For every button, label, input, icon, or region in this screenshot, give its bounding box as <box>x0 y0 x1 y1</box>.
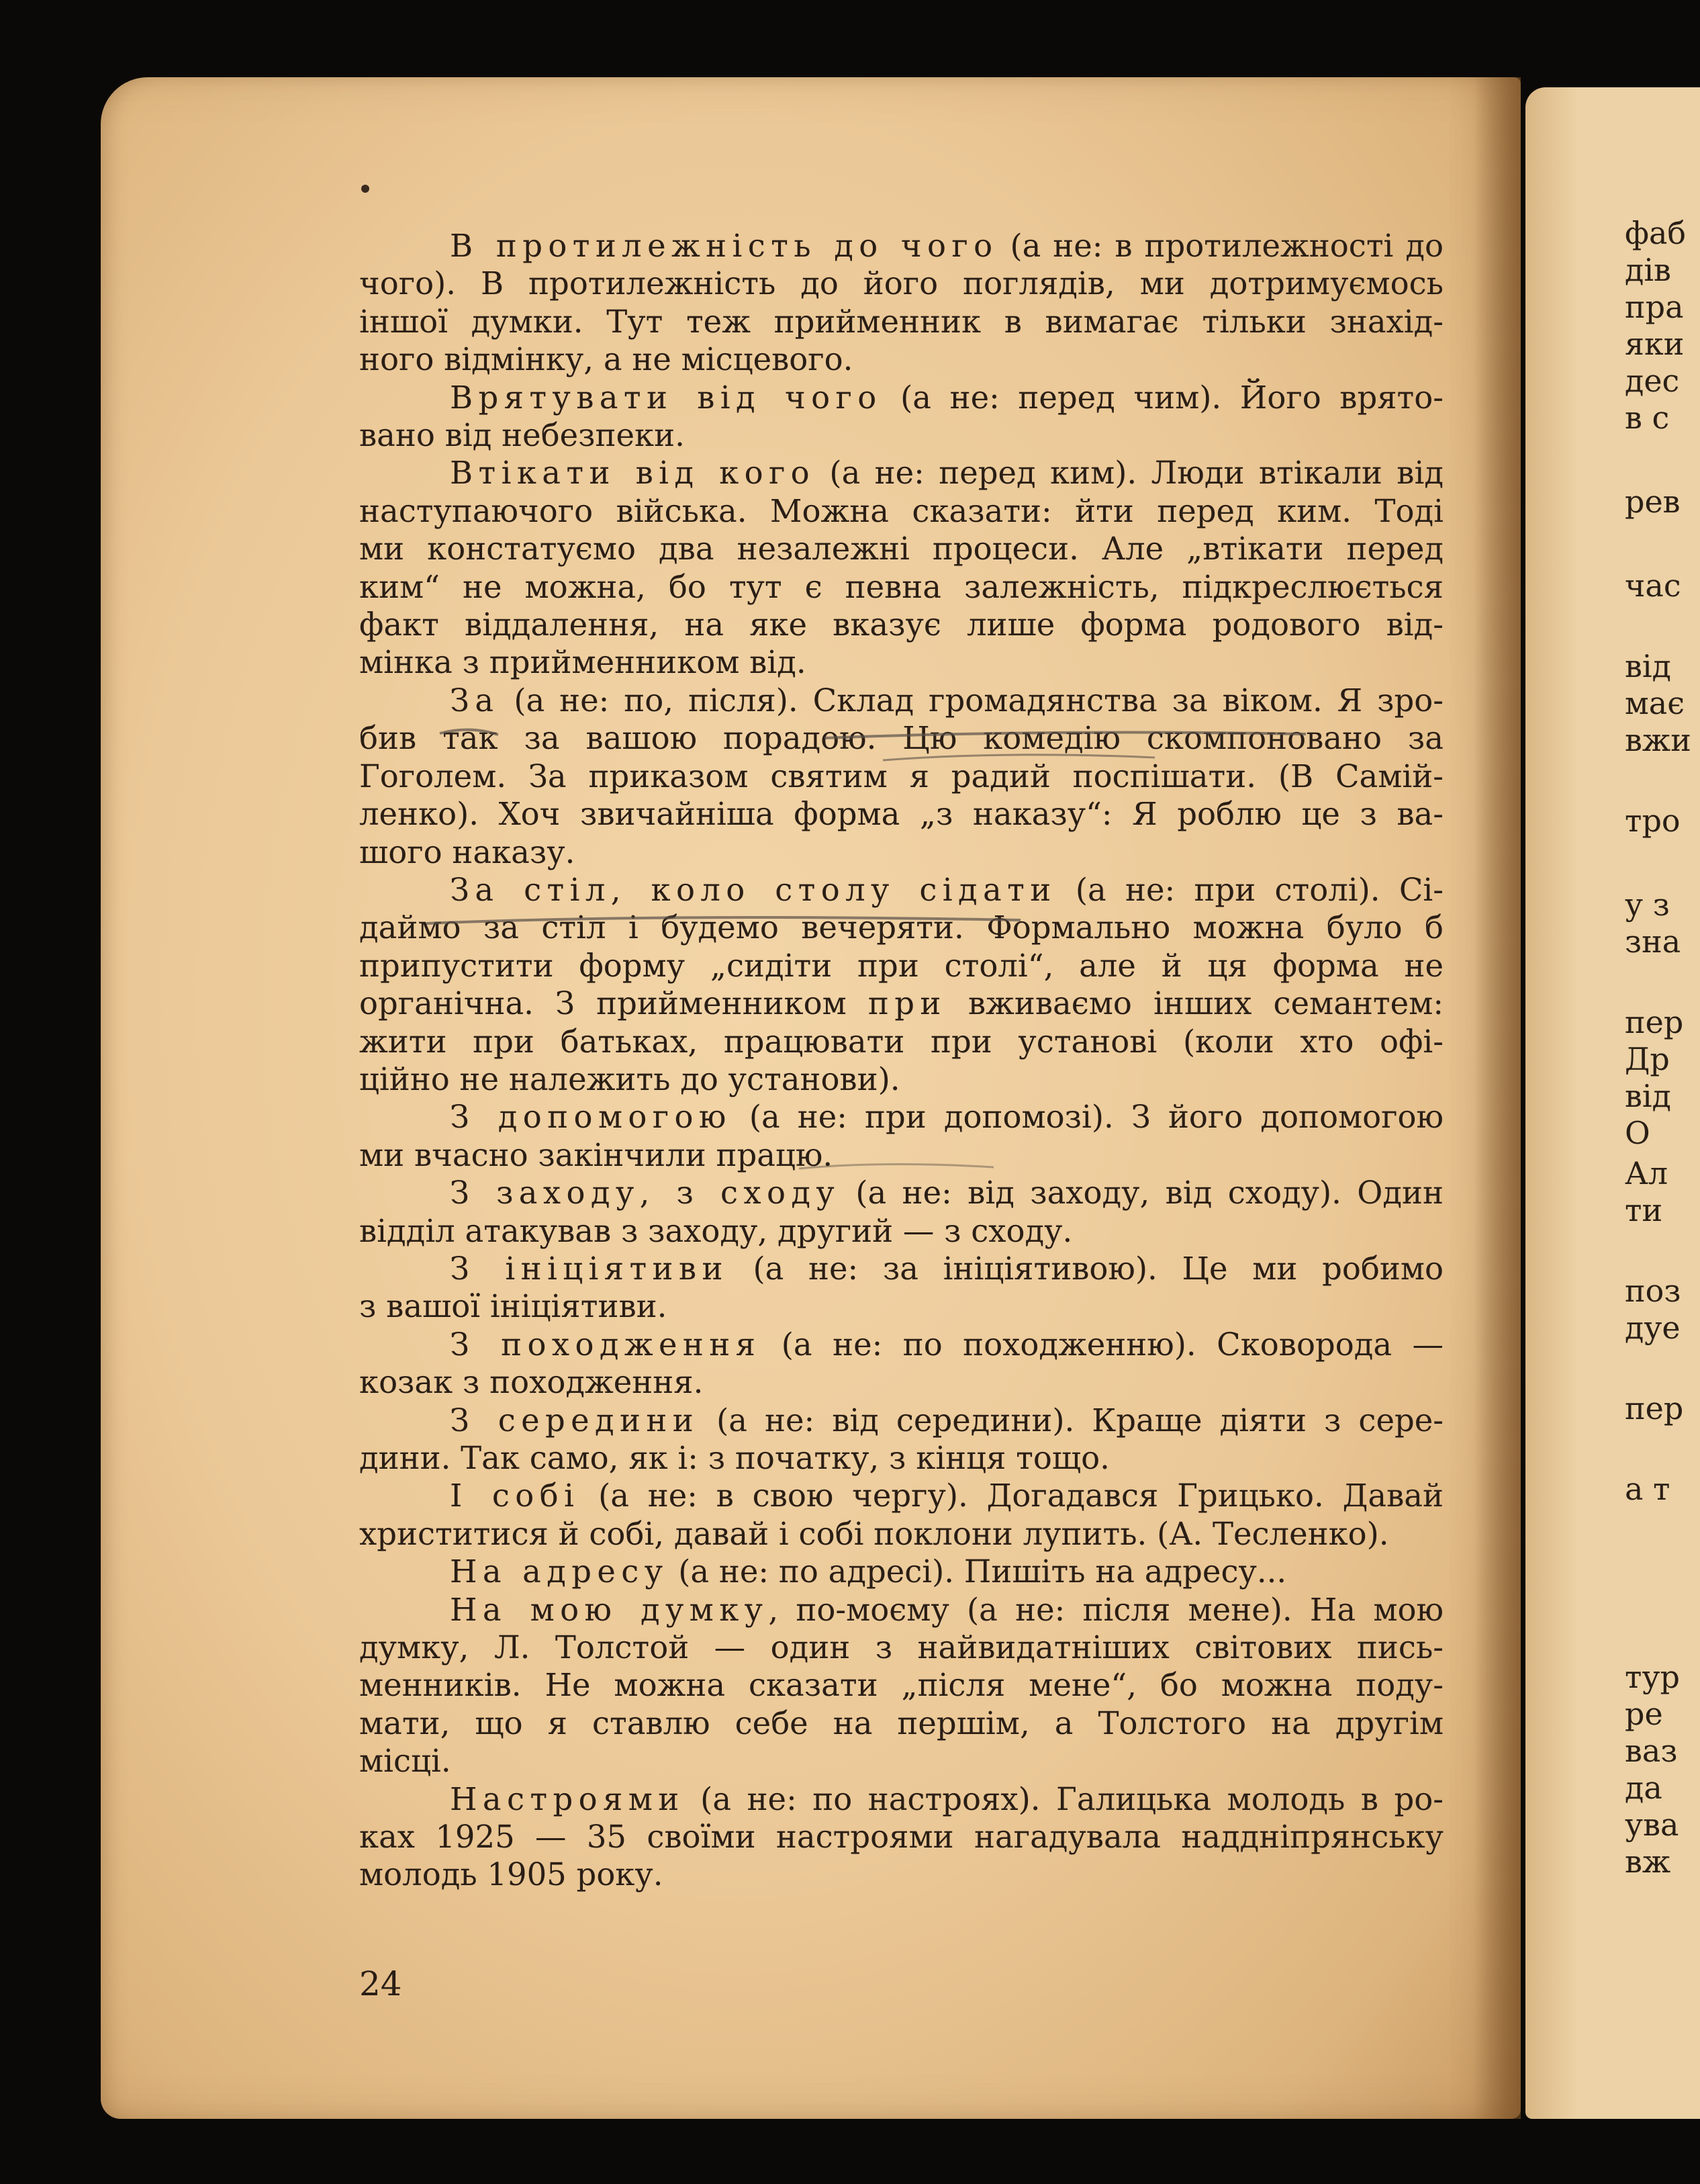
text-run: чого). В протилежність до його поглядів, ми дотримуємось <box>359 265 1444 302</box>
adjacent-page-text: дес <box>1625 363 1680 399</box>
text-run: (а не: по настроях). Галицька молодь в ро- <box>684 1780 1444 1817</box>
text-run: (а не: перед чим). Його врято- <box>882 379 1444 416</box>
text-run: мати, що я ставлю себе на першім, а Толстого на другім <box>359 1704 1444 1741</box>
adjacent-page-text: має <box>1625 685 1685 721</box>
text-run: ного відмінку, а не місцевого. <box>359 341 853 378</box>
adjacent-page-text: у з <box>1625 886 1670 923</box>
pencil-underline-sklad <box>824 733 1306 738</box>
adjacent-page-text: яки <box>1625 326 1685 362</box>
adjacent-page-text: дів <box>1625 252 1671 288</box>
adjacent-page-text: ти <box>1625 1192 1663 1228</box>
text-run: іншої думки. Тут теж прийменник в вимагає тільки знахід- <box>359 303 1444 340</box>
text-run: жити при батьках, працювати при установі (коли хто офі- <box>359 1023 1444 1060</box>
text-run: вано від небезпеки. <box>359 417 685 454</box>
adjacent-page-text: тро <box>1625 803 1681 839</box>
text-run: (а не: при допомозі). З його допомогою <box>731 1099 1444 1136</box>
text-run: дини. Так само, як і: з початку, з кінця тощо. <box>359 1440 1110 1476</box>
spaced-headword: І собі <box>450 1477 580 1514</box>
page-number: 24 <box>359 1964 402 2003</box>
adjacent-page-text: вж <box>1625 1844 1671 1880</box>
text-run: вживаємо інших семантем: <box>946 985 1444 1022</box>
text-run: даймо за стіл і будемо вечеряти. Формально можна було б <box>359 909 1444 946</box>
adjacent-page-text: дуе <box>1625 1310 1681 1346</box>
spaced-headword: За <box>450 682 500 719</box>
text-run: (а не: в свою чергу). Догадався Грицько. Давай <box>579 1477 1444 1514</box>
adjacent-page-text: Ал <box>1625 1155 1668 1191</box>
adjacent-page-text: а т <box>1625 1471 1670 1507</box>
text-run: місці. <box>359 1743 451 1780</box>
text-run: органічна. З прийменником <box>359 985 868 1022</box>
adjacent-page-text: Др <box>1625 1041 1670 1077</box>
text-run: ми вчасно закінчили працю. <box>359 1136 833 1173</box>
spaced-headword: За стіл, коло столу сідати <box>450 871 1057 908</box>
text-run: менників. Не можна сказати „після мене“, бо можна поду- <box>359 1667 1444 1704</box>
text-run: факт віддалення, на яке вказує лише форма родового від- <box>359 606 1444 643</box>
pencil-underline-za-stil <box>426 917 1021 923</box>
spaced-headword: На адресу <box>450 1553 669 1590</box>
pencil-underline-za <box>440 729 498 735</box>
text-run: бив так за вашою порадою. Цю комедію скомпоновано за <box>359 720 1444 757</box>
spaced-headword: З походження <box>450 1326 761 1363</box>
text-run: наступаючого війська. Можна сказати: йти перед ким. Тоді <box>359 492 1444 529</box>
text-run: (а не: від заходу, від сходу). Один <box>840 1175 1444 1212</box>
adjacent-page-text: час <box>1625 567 1681 604</box>
text-run: (а не: при столі). Сі- <box>1056 871 1444 908</box>
spaced-headword: Втікати від кого <box>450 455 816 492</box>
spaced-headword: З ініціятиви <box>450 1250 728 1287</box>
text-run: (а не: по адресі). Пишіть на адресу... <box>668 1553 1287 1590</box>
pencil-underline-dopomogoyu <box>799 1164 994 1169</box>
text-run: з вашої ініціятиви. <box>359 1288 667 1325</box>
adjacent-page-text: да <box>1625 1770 1662 1806</box>
text-run: (а не: по походженню). Сковорода — <box>761 1326 1444 1363</box>
spaced-headword: Настроями <box>450 1780 685 1817</box>
adjacent-page-text: поз <box>1625 1273 1681 1309</box>
text-run: (а не: в протилежності до <box>998 228 1444 264</box>
text-run: відділ атакував з заходу, другий — з сходу. <box>359 1212 1073 1249</box>
adjacent-page-text: зна <box>1625 923 1681 960</box>
spaced-headword: На мою думку <box>450 1591 769 1628</box>
adjacent-page-text: ре <box>1625 1696 1663 1732</box>
text-run: (а не: перед ким). Люди втікали від <box>815 455 1444 492</box>
spaced-headword: З допомогою <box>450 1099 732 1136</box>
text-run: ленко). Хоч звичайніша форма „з наказу“: Я роблю це з ва- <box>359 796 1444 833</box>
adjacent-page-text: рев <box>1625 484 1681 520</box>
text-run: (а не: від середини). Краще діяти з сере- <box>699 1402 1444 1439</box>
text-run: ках 1925 — 35 своїми настроями нагадувала наддніпрянську <box>359 1819 1444 1856</box>
adjacent-page-text: О <box>1625 1115 1650 1151</box>
adjacent-page-text: фаб <box>1625 215 1687 251</box>
adjacent-page-text: від <box>1625 1078 1671 1114</box>
adjacent-page-text: від <box>1625 648 1671 684</box>
adjacent-page-text: тур <box>1625 1659 1680 1695</box>
adjacent-page-text: ува <box>1625 1807 1679 1843</box>
text-run: (а не: по, після). Склад громадянства за віком. Я зро- <box>499 682 1444 719</box>
text-run: думку, Л. Толстой — один з найвидатніших світових пись- <box>359 1629 1444 1666</box>
spaced-headword: З середини <box>450 1402 700 1439</box>
spaced-headword: В протилежність до чого <box>450 228 998 264</box>
adjacent-page-text: пер <box>1625 1004 1684 1040</box>
text-run: шого наказу. <box>359 833 575 870</box>
adjacent-page-text: в с <box>1625 400 1670 436</box>
adjacent-page-text: ваз <box>1625 1733 1678 1769</box>
text-run: припустити форму „сидіти при столі“, але й ця форма не <box>359 947 1444 984</box>
pencil-underline-komediyu <box>883 755 1155 760</box>
spaced-headword: при <box>867 985 947 1022</box>
text-run: молодь 1905 року. <box>359 1856 663 1893</box>
adjacent-page-text: вжи <box>1625 722 1691 758</box>
text-run: ми констатуємо два незалежні процеси. Але „втікати перед <box>359 531 1444 567</box>
text-run: мінка з прийменником від. <box>359 644 806 681</box>
text-run: , по-моєму (а не: після мене). На мою <box>768 1591 1444 1628</box>
text-run: козак з походження. <box>359 1364 704 1401</box>
text-run: ційно не належить до установи). <box>359 1060 900 1097</box>
spaced-headword: Врятувати від чого <box>450 379 882 416</box>
text-run: Гоголем. За приказом святим я радий поспішати. (В Самій- <box>359 758 1444 794</box>
adjacent-page-text: пер <box>1625 1390 1684 1426</box>
adjacent-page-text: пра <box>1625 289 1684 325</box>
text-run: (а не: за ініціятивою). Це ми робимо <box>728 1250 1444 1287</box>
text-run: христитися й собі, давай і собі поклони лупить. (А. Тесленко). <box>359 1515 1389 1552</box>
text-run: ким“ не можна, бо тут є певна залежність, підкреслюється <box>359 568 1444 605</box>
spaced-headword: З заходу, з сходу <box>450 1175 841 1212</box>
